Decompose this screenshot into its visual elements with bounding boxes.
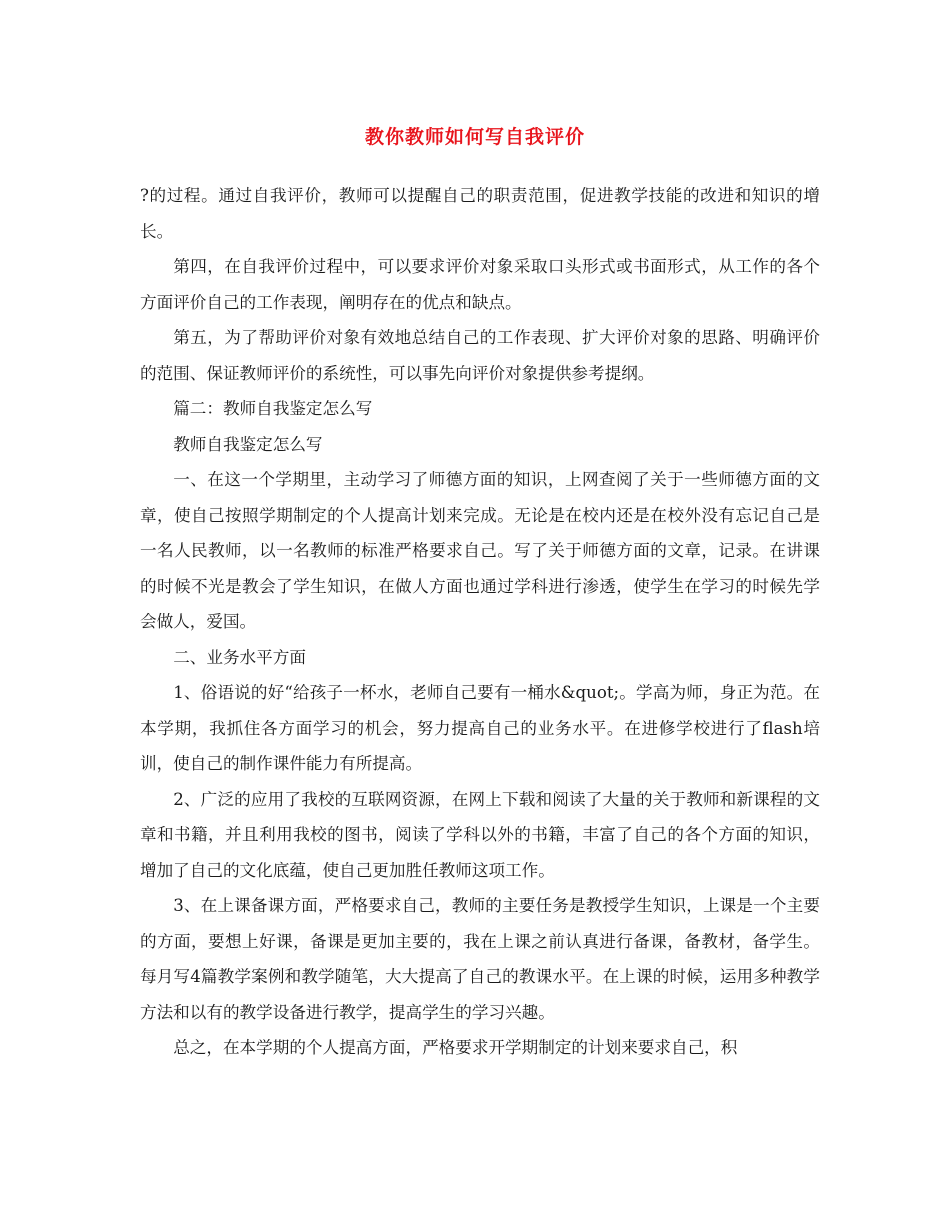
paragraph: 3、在上课备课方面，严格要求自己，教师的主要任务是教授学生知识，上课是一个主要的方面，要想上好课，备课是更加主要的，我在上课之前认真进行备课，备教材，备学生。每月写4篇教学案例和教学随笔，大大提高了自己的教课水平。在上课的时候，运用多种教学方法和以有的教学设备进行教学，提高学生的学习兴趣。 xyxy=(140,896,820,1022)
paragraph: 2、广泛的应用了我校的互联网资源，在网上下载和阅读了大量的关于教师和新课程的文章和书籍，并且利用我校的图书，阅读了学科以外的书籍，丰富了自己的各个方面的知识，增加了自己的文化底蕴，使自己更加胜任教师这项工作。 xyxy=(140,789,820,880)
paragraph: 总之，在本学期的个人提高方面，严格要求开学期制定的计划来要求自己，积 xyxy=(173,1038,738,1057)
paragraph: 1、俗语说的好“给孩子一杯水，老师自己要有一桶水&quot;。学高为师，身正为范。在本学期，我抓住各方面学习的机会，努力提高自己的业务水平。在进修学校进行了flash培训，使自己的制作课件能力有所提高。 xyxy=(140,683,820,773)
section-heading: 二、业务水平方面 xyxy=(173,647,306,667)
paragraph: 第五，为了帮助评价对象有效地总结自己的工作表现、扩大评价对象的思路、明确评价的范围、保证教师评价的系统性，可以事先向评价对象提供参考提纲。 xyxy=(140,328,820,383)
section-subheading: 教师自我鉴定怎么写 xyxy=(173,434,323,454)
paragraph: 第四，在自我评价过程中，可以要求评价对象采取口头形式或书面形式，从工作的各个方面评价自己的工作表现，阐明存在的优点和缺点。 xyxy=(140,257,820,312)
section-heading: 篇二：教师自我鉴定怎么写 xyxy=(173,399,373,418)
paragraph: ?的过程。通过自我评价，教师可以提醒自己的职责范围，促进教学技能的改进和知识的增长。 xyxy=(140,186,820,241)
document-title: 教你教师如何写自我评价 xyxy=(364,126,585,148)
document-body xyxy=(140,178,820,1066)
paragraph: 一、在这一个学期里，主动学习了师德方面的知识，上网查阅了关于一些师德方面的文章，使自己按照学期制定的个人提高计划来完成。无论是在校内还是在校外没有忘记自己是一名人民教师，以一名教师的标准严格要求自己。写了关于师德方面的文章，记录。在讲课的时候不光是教会了学生知识，在做人方面也通过学科进行渗透，使学生在学习的时候先学会做人，爱国。 xyxy=(140,470,820,631)
